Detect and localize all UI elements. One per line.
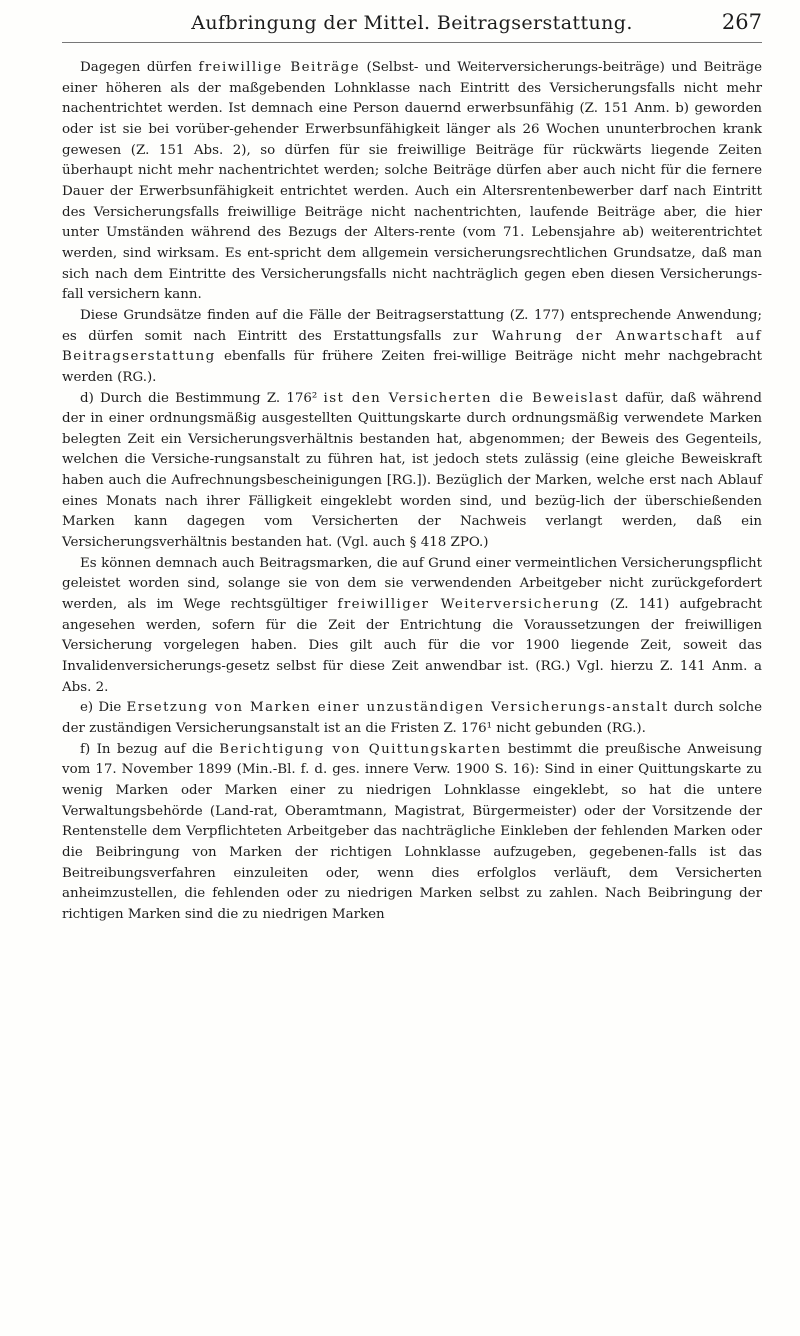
paragraph-text: bestimmt die preußische Anweisung vom 17. November 1899 (Min.-Bl. f. d. ges. innere Verw. 1900 S. 16): Sind in einer Quittungskarte zu wenig Marken oder Marken einer zu niedrigen Lohnklasse eingeklebt, so hat die untere Verwaltungsbehörde (Land-rat, Oberamtmann, Magistrat, Bürgermeister) oder der Vorsitzende der Rentenstelle dem Verpflichteten Arbeitgeber das nachträgliche Einkleben der fehlenden Marken oder die Beibringung von Marken der richtigen Lohnklasse aufzugeben, gegebenen-falls ist das Beitreibungsverfahren einzuleiten oder, wenn dies erfolglos verläuft, dem Versicherten anheimzustellen, die fehlenden oder zu niedrigen Marken selbst zu zahlen. Nach Beibringung der richtigen Marken sind die zu niedrigen Marken xyxy=(62,741,763,922)
running-header xyxy=(62,4,762,44)
paragraph-beitragsmarken xyxy=(62,554,762,699)
paragraph-text: dafür, daß während der in einer ordnungsmäßig ausgestellten Quittungskarte durch ordnungsmäßig verwendete Marken belegten Zeit ein Versicherungsverhältnis bestanden hat, abgenommen; der Beweis des Gegenteils, welchen die Versiche-rungsanstalt zu führen hat, ist jedoch stets zulässig (eine gleiche Beweiskraft haben auch die Aufrechnungsbescheinigungen [RG.]). Bezüglich der Marken, welche erst nach Ablauf eines Monats nach ihrer Fälligkeit eingeklebt worden sind, und bezüg-lich der überschießenden Marken kann dagegen vom Versicherten der Nachweis verlangt werden, daß ein Versicherungsverhältnis bestanden hat. (Vgl. auch § 418 ZPO.) xyxy=(62,390,762,551)
paragraph-text: ebenfalls für frühere Zeiten frei-willige Beiträge nicht mehr nachgebracht werden (RG.). xyxy=(62,349,762,385)
paragraph-text: (Selbst- und Weiterversicherungs-beiträge) und Beiträge einer höheren als der maßgebenden Lohnklasse nach Eintritt des Versicherungsfalls nicht mehr nachentrichtet werden. Ist demnach eine Person dauernd erwerbsunfähig (Z. 151 Anm. b) geworden oder ist sie bei vorüber-gehender Erwerbsunfähigkeit länger als 26 Wochen ununterbrochen krank gewesen (Z. 151 Abs. 2), so dürfen für sie freiwillige Beiträge für rückwärts liegende Zeiten überhaupt nicht mehr nachentrichtet werden; solche Beiträge dürfen aber auch nicht für die fernere Dauer der Erwerbsunfähigkeit entrichtet werden. Auch ein Altersrentenbewerber darf nach Eintritt des Versicherungsfalls freiwillige Beiträge nicht nachentrichten, laufende Beiträge aber, die hier unter Umständen während des Bezugs der Alters-rente (vom 71. Lebensjahre ab) weiterentrichtet werden, sind wirksam. Es ent-spricht dem allgemein versicherungsrechtlichen Grundsatze, daß man sich nach dem Eintritte des Versicherungsfalls nicht nachträglich gegen eben diesen Versicherungs-fall versichern kann. xyxy=(62,60,762,303)
emphasized-term: freiwillige Beiträge xyxy=(198,60,360,75)
paragraph-text: Diese Grundsätze finden auf die Fälle der Beitragserstattung (Z. 177) entsprechende Anwendung; es dürfen somit nach Eintritt des Erstattungsfalls xyxy=(62,307,762,344)
page-body xyxy=(62,58,762,926)
running-title: Aufbringung der Mittel. Beitragserstattung. xyxy=(191,12,633,34)
paragraph-d xyxy=(62,389,762,554)
page-number: 267 xyxy=(721,10,762,34)
emphasized-term: Ersetzung von Marken einer unzuständigen Versicherungs-anstalt xyxy=(126,700,669,716)
paragraph-text: d) Durch die Bestimmung Z. 176² xyxy=(80,390,324,406)
header-rule xyxy=(62,42,762,43)
emphasized-term: zur Wahrung der Anwartschaft auf Beitragserstattung xyxy=(62,328,762,365)
emphasized-term: ist den Versicherten die Beweislast xyxy=(323,390,619,406)
paragraph-text: f) In bezug auf die xyxy=(80,741,220,757)
paragraph-text: durch solche der zuständigen Versicherungsanstalt ist an die Fristen Z. 176¹ nicht gebunden (RG.). xyxy=(62,700,763,736)
paragraph-grundsaetze xyxy=(62,306,762,389)
emphasized-term: Berichtigung von Quittungskarten xyxy=(219,741,502,757)
paragraph-e xyxy=(62,698,762,739)
paragraph-text: Es können demnach auch Beitragsmarken, die auf Grund einer vermeintlichen Versicherungspflicht geleistet worden sind, solange sie von dem sie verwendenden Arbeitgeber nicht zurückgefordert werden, als im Wege rechtsgültiger xyxy=(62,555,762,613)
paragraph-text: e) Die xyxy=(80,700,127,716)
paragraph-text: Dagegen dürfen xyxy=(80,60,199,75)
paragraph-text: (Z. 141) aufgebracht angesehen werden, sofern für die Zeit der Entrichtung die Voraussetzungen der freiwilligen Versicherung vorgelegen haben. Dies gilt auch für die vor 1900 liegende Zeit, soweit das Invalidenversicherungs-gesetz selbst für diese Zeit anwendbar ist. (RG.) Vgl. hierzu Z. 141 Anm. a Abs. 2. xyxy=(62,597,762,695)
emphasized-term: freiwilliger Weiterversicherung xyxy=(337,597,600,613)
paragraph-dagegen xyxy=(62,58,762,306)
paragraph-f xyxy=(62,740,762,926)
